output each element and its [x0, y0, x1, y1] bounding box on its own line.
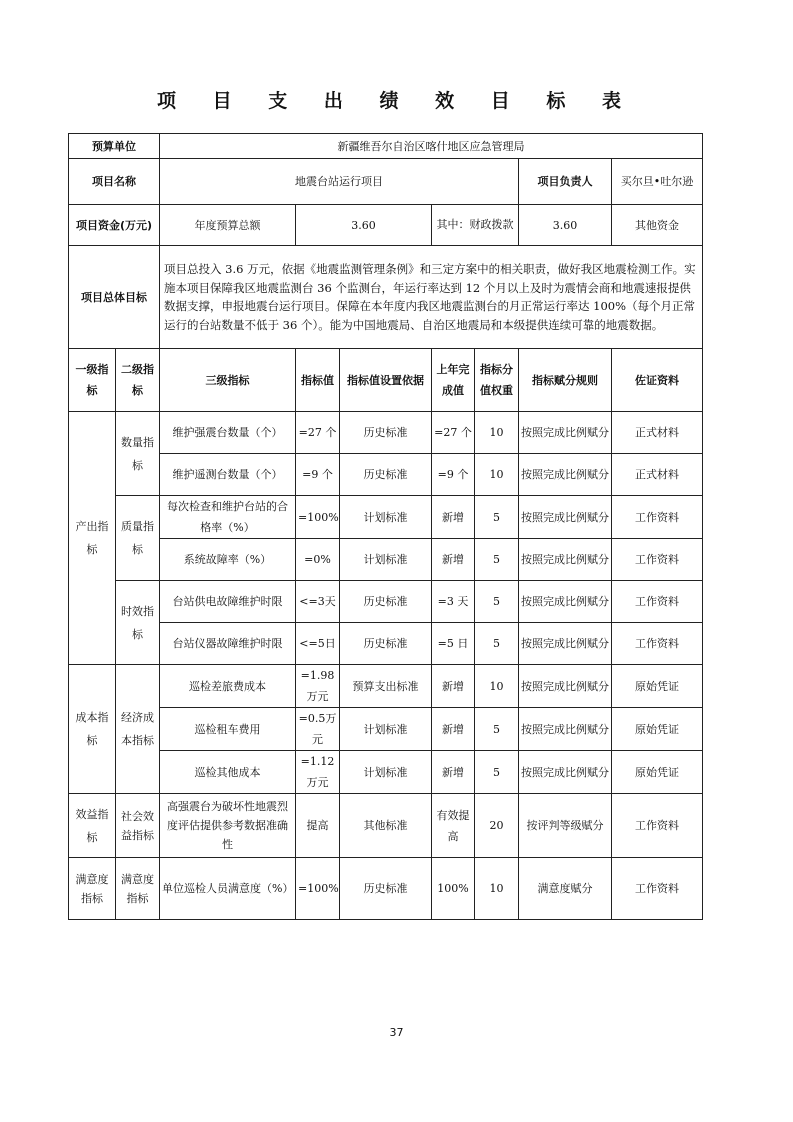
row-rule: 按照完成比例赋分 — [519, 665, 612, 708]
header-rule: 指标赋分规则 — [519, 349, 612, 412]
leader-label: 项目负责人 — [519, 159, 612, 205]
row-rule: 按照完成比例赋分 — [519, 454, 612, 496]
header-level2: 二级指标 — [116, 349, 160, 412]
group-economic-cost: 经济成本指标 — [116, 665, 160, 794]
group-cost: 成本指标 — [69, 665, 116, 794]
group-quantity: 数量指标 — [116, 412, 160, 496]
row-weight: 5 — [475, 623, 519, 665]
goal-text: 项目总投入 3.6 万元，依据《地震监测管理条例》和三定方案中的相关职责，做好我区地震检测工作。实施本项目保障我区地震监测台 36 个监测台，年运行率达到 12 个月以上及时为震情会商和地震速报提供数据支撑，申报地震台运行项目。保障在本年度内我区地震监测台的月正常运行率达 100%（每个月正常运行的台站数量不低于 36 个）。能为中国地震局、自治区地震局和本级提供连续可靠的地震数据。 — [160, 246, 703, 349]
header-value: 指标值 — [296, 349, 340, 412]
row-name: 台站供电故障维护时限 — [160, 581, 296, 623]
row-weight: 10 — [475, 412, 519, 454]
row-name: 巡检差旅费成本 — [160, 665, 296, 708]
row-last: 100% — [432, 858, 475, 920]
other-label: 其他资金 — [612, 205, 703, 246]
table-row — [69, 858, 703, 920]
header-level1: 一级指标 — [69, 349, 116, 412]
header-weight: 指标分值权重 — [475, 349, 519, 412]
page-number: 37 — [389, 1026, 404, 1039]
row-evidence: 工作资料 — [612, 581, 703, 623]
row-last: =27 个 — [432, 412, 475, 454]
unit-value: 新疆维吾尔自治区喀什地区应急管理局 — [160, 134, 703, 159]
header-row — [69, 349, 703, 412]
group-quality: 质量指标 — [116, 496, 160, 581]
page-title: 项 目 支 出 绩 效 目 标 表 — [157, 90, 636, 112]
row-name: 维护强震台数量（个） — [160, 412, 296, 454]
row-name: 每次检查和维护台站的合格率（%） — [160, 496, 296, 539]
row-value: =1.98万元 — [296, 665, 340, 708]
row-evidence: 工作资料 — [612, 539, 703, 581]
row-evidence: 原始凭证 — [612, 708, 703, 751]
row-evidence: 原始凭证 — [612, 751, 703, 794]
row-basis: 历史标准 — [340, 412, 432, 454]
row-last: 新增 — [432, 496, 475, 539]
performance-table — [68, 133, 703, 920]
group-social-benefit: 社会效益指标 — [116, 794, 160, 858]
table-row — [69, 623, 703, 665]
table-row — [69, 539, 703, 581]
leader-value: 买尔旦•吐尔逊 — [612, 159, 703, 205]
row-name: 台站仪器故障维护时限 — [160, 623, 296, 665]
table-row — [69, 496, 703, 539]
row-weight: 10 — [475, 454, 519, 496]
row-evidence: 工作资料 — [612, 858, 703, 920]
row-rule: 按照完成比例赋分 — [519, 496, 612, 539]
table-row — [69, 665, 703, 708]
row-value: =27 个 — [296, 412, 340, 454]
table-row — [69, 581, 703, 623]
table-row — [69, 708, 703, 751]
row-basis: 计划标准 — [340, 708, 432, 751]
row-rule: 按照完成比例赋分 — [519, 708, 612, 751]
row-evidence: 工作资料 — [612, 794, 703, 858]
row-rule: 按照完成比例赋分 — [519, 581, 612, 623]
row-evidence: 正式材料 — [612, 454, 703, 496]
row-name: 单位巡检人员满意度（%） — [160, 858, 296, 920]
annual-value: 3.60 — [296, 205, 432, 246]
row-last: 新增 — [432, 708, 475, 751]
table-row — [69, 794, 703, 858]
row-evidence: 正式材料 — [612, 412, 703, 454]
row-last: 有效提高 — [432, 794, 475, 858]
row-weight: 10 — [475, 665, 519, 708]
row-rule: 按照完成比例赋分 — [519, 751, 612, 794]
row-last: =5 日 — [432, 623, 475, 665]
row-name: 维护遥测台数量（个） — [160, 454, 296, 496]
row-basis: 计划标准 — [340, 496, 432, 539]
row-value: <=5日 — [296, 623, 340, 665]
row-value: 提高 — [296, 794, 340, 858]
fund-row — [69, 205, 703, 246]
row-basis: 计划标准 — [340, 539, 432, 581]
fund-label: 项目资金(万元) — [69, 205, 160, 246]
row-value: =100% — [296, 496, 340, 539]
row-weight: 5 — [475, 751, 519, 794]
row-weight: 10 — [475, 858, 519, 920]
row-name: 巡检租车费用 — [160, 708, 296, 751]
row-weight: 20 — [475, 794, 519, 858]
group-satisfaction: 满意度指标 — [69, 858, 116, 920]
row-weight: 5 — [475, 539, 519, 581]
row-name: 系统故障率（%） — [160, 539, 296, 581]
project-row — [69, 159, 703, 205]
row-name: 高强震台为破坏性地震烈度评估提供参考数据准确性 — [160, 794, 296, 858]
row-weight: 5 — [475, 708, 519, 751]
row-value: =0% — [296, 539, 340, 581]
row-name: 巡检其他成本 — [160, 751, 296, 794]
row-basis: 历史标准 — [340, 623, 432, 665]
group-benefit: 效益指标 — [69, 794, 116, 858]
row-basis: 预算支出标准 — [340, 665, 432, 708]
group-satisfaction-sub: 满意度指标 — [116, 858, 160, 920]
goal-label: 项目总体目标 — [69, 246, 160, 349]
row-rule: 按评判等级赋分 — [519, 794, 612, 858]
row-value: <=3天 — [296, 581, 340, 623]
row-basis: 计划标准 — [340, 751, 432, 794]
header-evidence: 佐证资料 — [612, 349, 703, 412]
group-output: 产出指标 — [69, 412, 116, 665]
annual-label: 年度预算总额 — [160, 205, 296, 246]
project-value: 地震台站运行项目 — [160, 159, 519, 205]
row-rule: 按照完成比例赋分 — [519, 412, 612, 454]
row-value: =100% — [296, 858, 340, 920]
row-basis: 历史标准 — [340, 858, 432, 920]
row-basis: 其他标准 — [340, 794, 432, 858]
header-basis: 指标值设置依据 — [340, 349, 432, 412]
row-last: 新增 — [432, 539, 475, 581]
table-row — [69, 412, 703, 454]
table-row — [69, 751, 703, 794]
table-row — [69, 454, 703, 496]
row-last: 新增 — [432, 665, 475, 708]
row-last: =9 个 — [432, 454, 475, 496]
group-timeliness: 时效指标 — [116, 581, 160, 665]
row-last: =3 天 — [432, 581, 475, 623]
row-value: =1.12万元 — [296, 751, 340, 794]
fiscal-label: 其中：财政拨款 — [432, 205, 519, 246]
project-label: 项目名称 — [69, 159, 160, 205]
row-last: 新增 — [432, 751, 475, 794]
header-last-year: 上年完成值 — [432, 349, 475, 412]
unit-label: 预算单位 — [69, 134, 160, 159]
row-evidence: 工作资料 — [612, 623, 703, 665]
row-basis: 历史标准 — [340, 581, 432, 623]
row-rule: 按照完成比例赋分 — [519, 623, 612, 665]
row-rule: 按照完成比例赋分 — [519, 539, 612, 581]
goal-row — [69, 246, 703, 349]
row-value: =0.5万元 — [296, 708, 340, 751]
row-rule: 满意度赋分 — [519, 858, 612, 920]
header-level3: 三级指标 — [160, 349, 296, 412]
row-evidence: 原始凭证 — [612, 665, 703, 708]
row-weight: 5 — [475, 581, 519, 623]
unit-row — [69, 134, 703, 159]
fiscal-value: 3.60 — [519, 205, 612, 246]
row-evidence: 工作资料 — [612, 496, 703, 539]
row-weight: 5 — [475, 496, 519, 539]
row-value: =9 个 — [296, 454, 340, 496]
row-basis: 历史标准 — [340, 454, 432, 496]
